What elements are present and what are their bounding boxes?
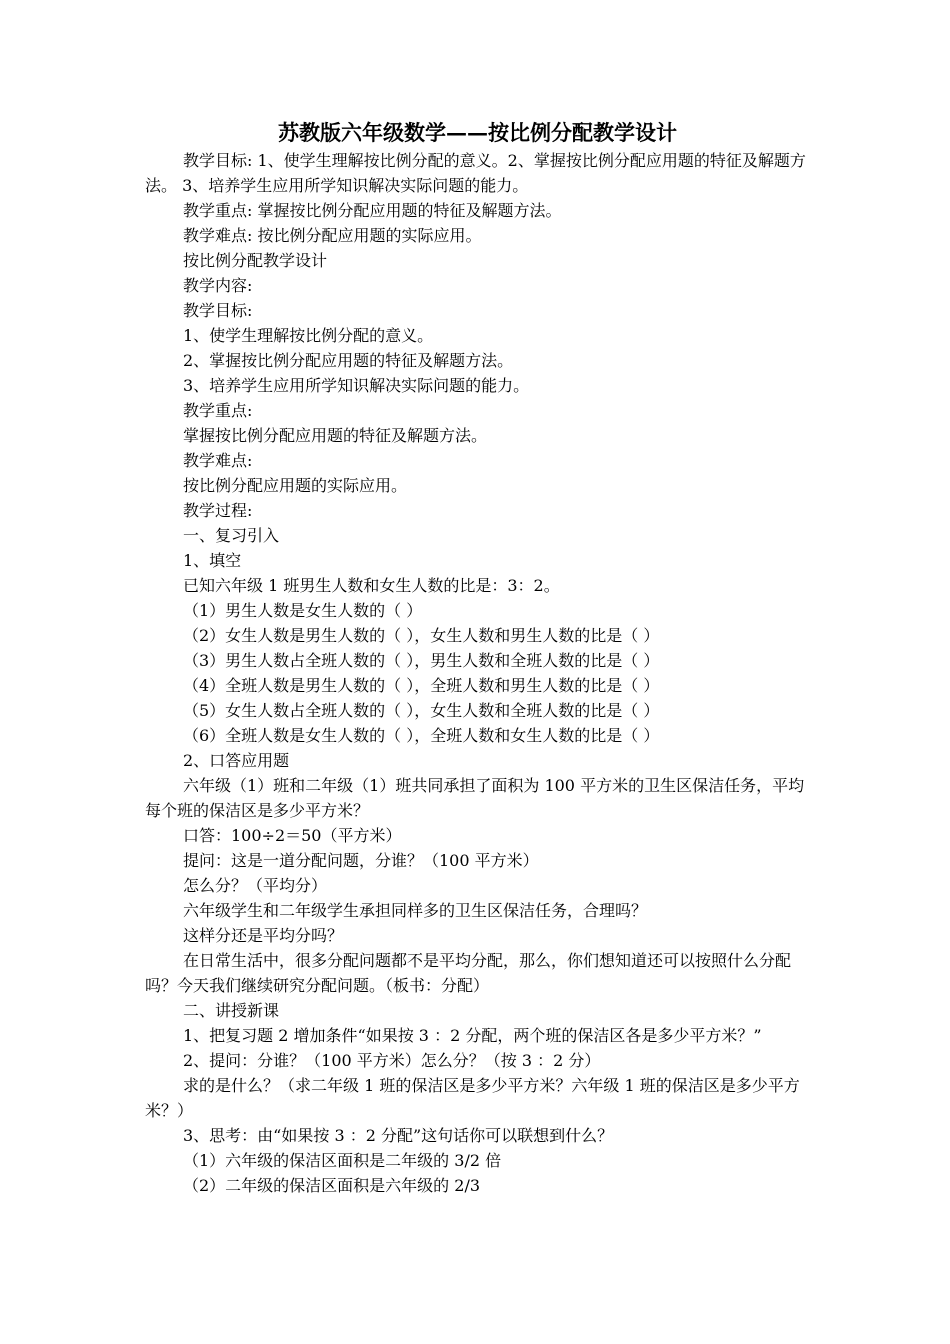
question-item: （4）全班人数是男生人数的（ ），全班人数和男生人数的比是（ ）: [183, 676, 660, 695]
paragraph: 1、填空: [183, 551, 242, 570]
paragraph: 六年级学生和二年级学生承担同样多的卫生区保洁任务，合理吗？: [183, 901, 648, 920]
paragraph: 教学过程:: [183, 501, 253, 520]
paragraph: 一、复习引入: [183, 526, 280, 545]
paragraph: 1、使学生理解按比例分配的意义。: [183, 326, 434, 345]
paragraph: 按比例分配教学设计: [183, 251, 328, 270]
paragraph: 3、培养学生应用所学知识解决实际问题的能力。: [183, 376, 530, 395]
paragraph: 教学重点: 掌握按比例分配应用题的特征及解题方法。: [183, 201, 562, 220]
document-body: [145, 148, 810, 1198]
document-title: 苏教版六年级数学——按比例分配教学设计: [278, 120, 677, 145]
paragraph: 教学内容:: [183, 276, 253, 295]
paragraph: 2、掌握按比例分配应用题的特征及解题方法。: [183, 351, 514, 370]
paragraph: 二、讲授新课: [183, 1001, 280, 1020]
paragraph: 求的是什么？（求二年级 1 班的保洁区是多少平方米？六年级 1 班的保洁区是多少平方米？）: [145, 1076, 800, 1120]
question-item: （6）全班人数是女生人数的（ ），全班人数和女生人数的比是（ ）: [183, 726, 660, 745]
question-item: （5）女生人数占全班人数的（ ），女生人数和全班人数的比是（ ）: [183, 701, 660, 720]
question-item: （1）男生人数是女生人数的（ ）: [183, 601, 423, 620]
paragraph: 按比例分配应用题的实际应用。: [183, 476, 408, 495]
paragraph: 教学难点: 按比例分配应用题的实际应用。: [183, 226, 482, 245]
paragraph: 提问：这是一道分配问题，分谁？（100 平方米）: [183, 851, 539, 870]
paragraph: 3、思考：由“如果按 3 ：2 分配”这句话你可以联想到什么？: [183, 1126, 614, 1145]
question-item: （3）男生人数占全班人数的（ ），男生人数和全班人数的比是（ ）: [183, 651, 660, 670]
question-item: （1）六年级的保洁区面积是二年级的 3/2 倍: [183, 1151, 502, 1170]
paragraph: 教学难点:: [183, 451, 253, 470]
document-page: [145, 118, 810, 1198]
paragraph: 教学重点:: [183, 401, 253, 420]
paragraph: 六年级（1）班和二年级（1）班共同承担了面积为 100 平方米的卫生区保洁任务，平均每个班的保洁区是多少平方米？: [145, 776, 805, 820]
paragraph: 口答：100÷2＝50（平方米）: [183, 826, 402, 845]
paragraph: 怎么分？（平均分）: [183, 876, 328, 895]
paragraph: 已知六年级 1 班男生人数和女生人数的比是：3：2。: [183, 576, 560, 595]
paragraph: 教学目标: 1、使学生理解按比例分配的意义。2、掌握按比例分配应用题的特征及解题方法。 3、培养学生应用所学知识解决实际问题的能力。: [145, 151, 806, 195]
paragraph: 掌握按比例分配应用题的特征及解题方法。: [183, 426, 488, 445]
paragraph: 教学目标:: [183, 301, 253, 320]
question-item: （2）二年级的保洁区面积是六年级的 2/3: [183, 1176, 481, 1195]
paragraph: 1、把复习题 2 增加条件“如果按 3 ：2 分配，两个班的保洁区各是多少平方米？”: [183, 1026, 762, 1045]
question-item: （2）女生人数是男生人数的（ ），女生人数和男生人数的比是（ ）: [183, 626, 660, 645]
paragraph: 在日常生活中，很多分配问题都不是平均分配，那么，你们想知道还可以按照什么分配吗？今天我们继续研究分配问题。（板书：分配）: [145, 951, 792, 995]
paragraph: 这样分还是平均分吗？: [183, 926, 344, 945]
paragraph: 2、提问：分谁？（100 平方米）怎么分？（按 3 ：2 分）: [183, 1051, 601, 1070]
paragraph: 2、口答应用题: [183, 751, 290, 770]
